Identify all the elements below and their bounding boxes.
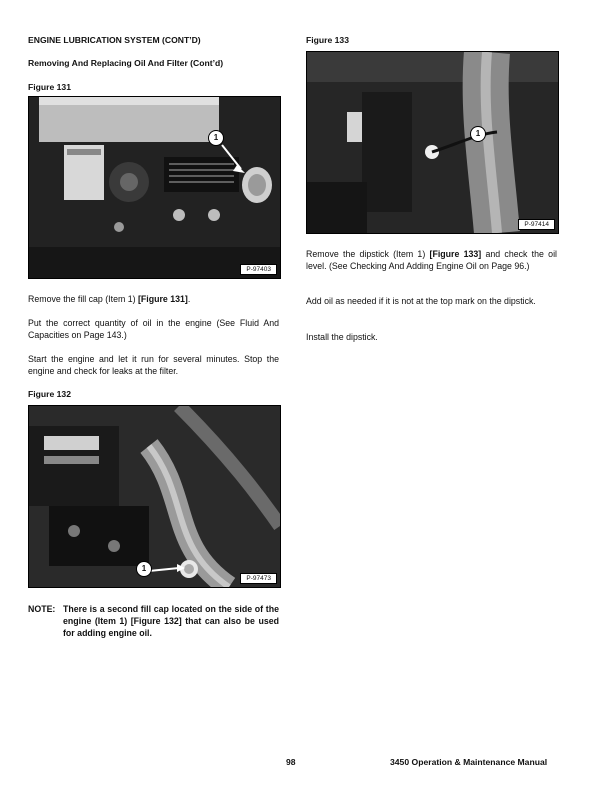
figure-reference: [Figure 133] [429,249,482,259]
figure-131-tag: P-97403 [240,264,277,275]
dipstick-illustration [307,52,558,233]
figure-131-photo [28,96,281,279]
note-label: NOTE: [28,604,56,614]
figure-131-callout: 1 [208,130,224,146]
paragraph-install-dipstick: Install the dipstick. [306,332,378,342]
paragraph-remove-dipstick [306,248,557,272]
paragraph-text: and check the oil level. (See Checking And Adding Engine Oil on Page 96.) [306,249,557,271]
paragraph-oil-quantity: Put the correct quantity of oil in the engine (See Fluid And Capacities on Page 143.) [28,318,279,340]
paragraph-text: . [187,294,191,304]
figure-133-photo [306,51,559,234]
page-number: 98 [286,757,296,767]
paragraph-text: Remove the fill cap (Item 1) [28,294,138,304]
subsection-title: Removing And Replacing Oil And Filter (Cont’d) [28,58,224,68]
figure-133-caption: Figure 133 [306,35,349,45]
paragraph-remove-fill-cap [28,293,279,305]
figure-132-caption: Figure 132 [28,389,71,399]
figure-132-tag: P-97473 [240,573,277,584]
engine-side-illustration [29,406,280,587]
engine-top-illustration [29,97,280,278]
figure-reference: [Figure 131] [138,294,188,304]
note-block [28,603,279,639]
figure-133-callout: 1 [470,126,486,142]
note-text: There is a second fill cap located on the side of the engine (Item 1) [Figure 132] that can also be used for adding engine oil. [63,604,279,638]
figure-131-caption: Figure 131 [28,82,71,92]
manual-title: 3450 Operation & Maintenance Manual [390,757,548,767]
figure-132-callout: 1 [136,561,152,577]
section-title: ENGINE LUBRICATION SYSTEM (CONT’D) [28,35,201,45]
paragraph-start-engine: Start the engine and let it run for several minutes. Stop the engine and check for leaks at the filter. [28,354,279,376]
figure-132-photo [28,405,281,588]
figure-133-tag: P-97414 [518,219,555,230]
paragraph-text: Remove the dipstick (Item 1) [306,249,430,259]
paragraph-add-oil: Add oil as needed if it is not at the top mark on the dipstick. [306,296,536,306]
